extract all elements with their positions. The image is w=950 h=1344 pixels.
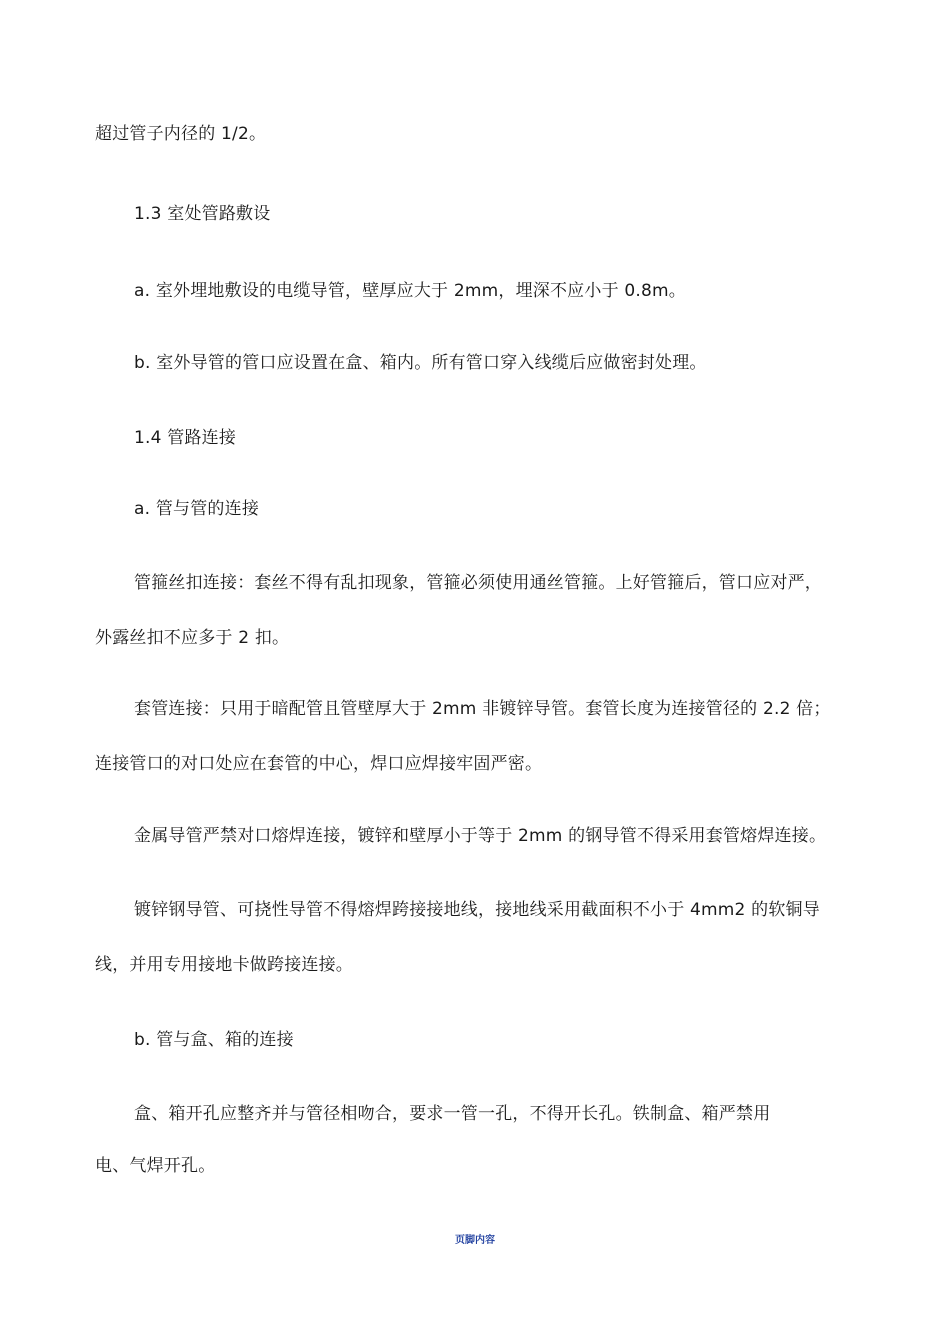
paragraph-line: 管箍丝扣连接：套丝不得有乱扣现象，管箍必须使用通丝管箍。上好管箍后，管口应对严， [134,573,822,593]
paragraph-line: 金属导管严禁对口熔焊连接，镀锌和壁厚小于等于 2mm 的钢导管不得采用套管熔焊连接。 [134,826,827,846]
paragraph-line: 盒、箱开孔应整齐并与管径相吻合，要求一管一孔，不得开长孔。铁制盒、箱严禁用 [134,1104,771,1124]
paragraph-line: 电、气焊开孔。 [95,1156,216,1176]
section-heading-1-3: 1.3 室处管路敷设 [134,204,271,224]
paragraph-line: 线，并用专用接地卡做跨接连接。 [95,955,353,975]
page-footer: 页脚内容 [455,1235,495,1246]
paragraph-line: a. 室外埋地敷设的电缆导管，壁厚应大于 2mm，埋深不应小于 0.8m。 [134,281,686,301]
paragraph-line: 镀锌钢导管、可挠性导管不得熔焊跨接接地线，接地线采用截面积不小于 4mm2 的软铜导 [134,900,820,920]
paragraph-line: b. 室外导管的管口应设置在盒、箱内。所有管口穿入线缆后应做密封处理。 [134,353,707,373]
paragraph-line: 外露丝扣不应多于 2 扣。 [95,628,290,648]
section-heading-1-4: 1.4 管路连接 [134,428,237,448]
paragraph-line: 超过管子内径的 1/2。 [95,124,267,144]
subsection-heading-b: b. 管与盒、箱的连接 [134,1030,294,1050]
paragraph-line: 连接管口的对口处应在套管的中心，焊口应焊接牢固严密。 [95,754,543,774]
paragraph-line: 套管连接：只用于暗配管且管壁厚大于 2mm 非镀锌导管。套管长度为连接管径的 2.2 倍； [134,699,831,719]
subsection-heading-a: a. 管与管的连接 [134,499,260,519]
